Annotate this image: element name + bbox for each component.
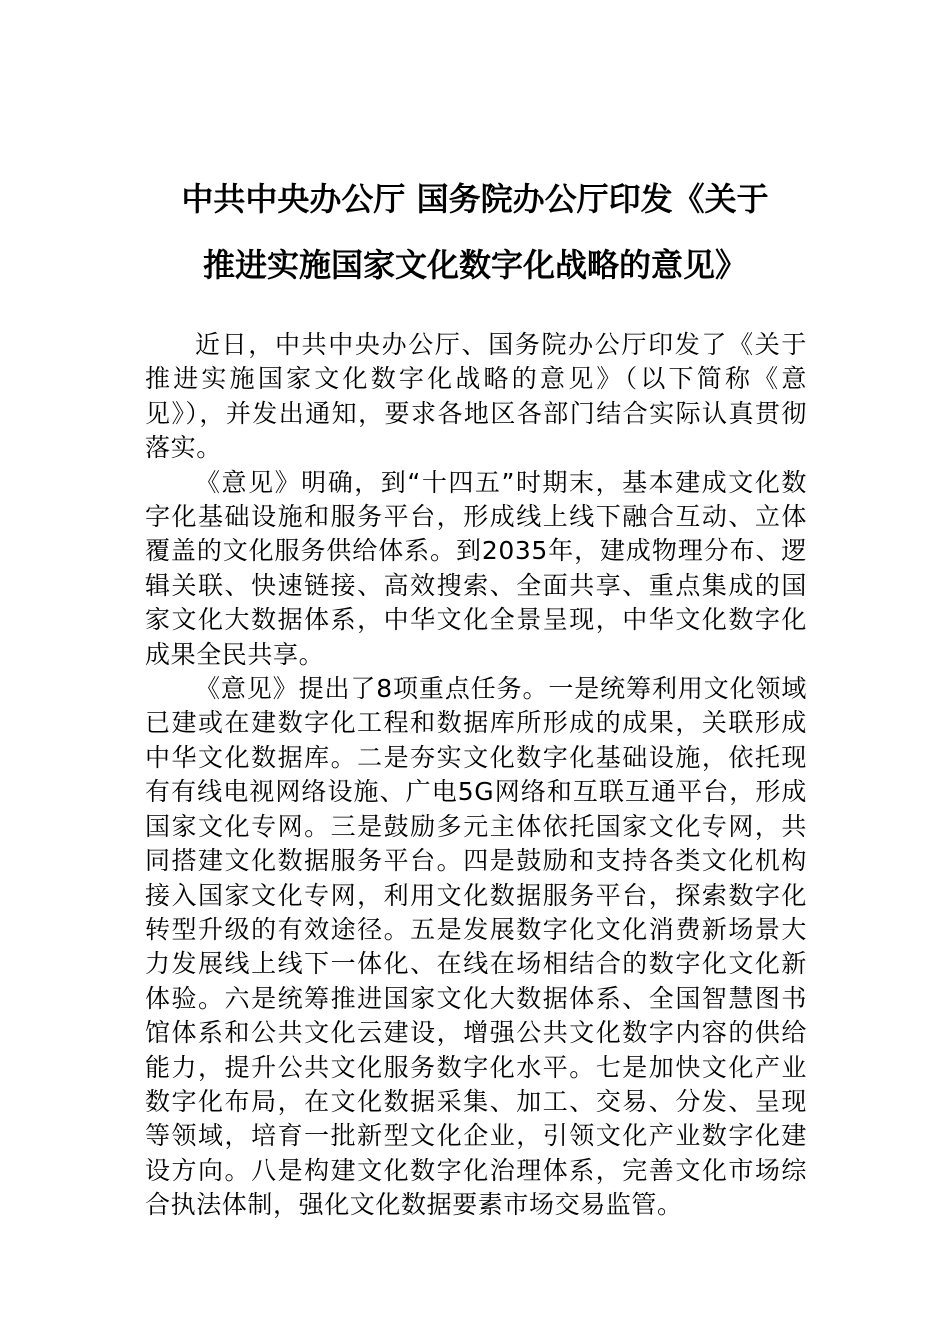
document-title [140, 166, 810, 298]
document-body [145, 328, 807, 1223]
paragraph-3: 《意见》提出了8项重点任务。一是统筹利用文化领域已建或在建数字化工程和数据库所形成的成果，关联形成中华文化数据库。二是夯实文化数字化基础设施，依托现有有线电视网络设施、广电5G网络和互联互通平台，形成国家文化专网。三是鼓励多元主体依托国家文化专网，共同搭建文化数据服务平台。四是鼓励和支持各类文化机构接入国家文化专网，利用文化数据服务平台，探索数字化转型升级的有效途径。五是发展数字化文化消费新场景大力发展线上线下一体化、在线在场相结合的数字化文化新体验。六是统筹推进国家文化大数据体系、全国智慧图书馆体系和公共文化云建设，增强公共文化数字内容的供给能力，提升公共文化服务数字化水平。七是加快文化产业数字化布局，在文化数据采集、加工、交易、分发、呈现等领域，培育一批新型文化企业，引领文化产业数字化建设方向。八是构建文化数字化治理体系，完善文化市场综合执法体制，强化文化数据要素市场交易监管。 [145, 674, 807, 1220]
paragraph-1: 近日，中共中央办公厅、国务院办公厅印发了《关于推进实施国家文化数字化战略的意见》（以下简称《意见》），并发出通知，要求各地区各部门结合实际认真贯彻落实。 [145, 330, 807, 463]
title-line-1: 中共中央办公厅 国务院办公厅印发《关于 [181, 180, 769, 218]
paragraph-2: 《意见》明确，到“十四五”时期末，基本建成文化数字化基础设施和服务平台，形成线上线下融合互动、立体覆盖的文化服务供给体系。到2035年，建成物理分布、逻辑关联、快速链接、高效搜索、全面共享、重点集成的国家文化大数据体系，中华文化全景呈现，中华文化数字化成果全民共享。 [145, 467, 807, 669]
title-line-2: 推进实施国家文化数字化战略的意见》 [202, 246, 747, 284]
